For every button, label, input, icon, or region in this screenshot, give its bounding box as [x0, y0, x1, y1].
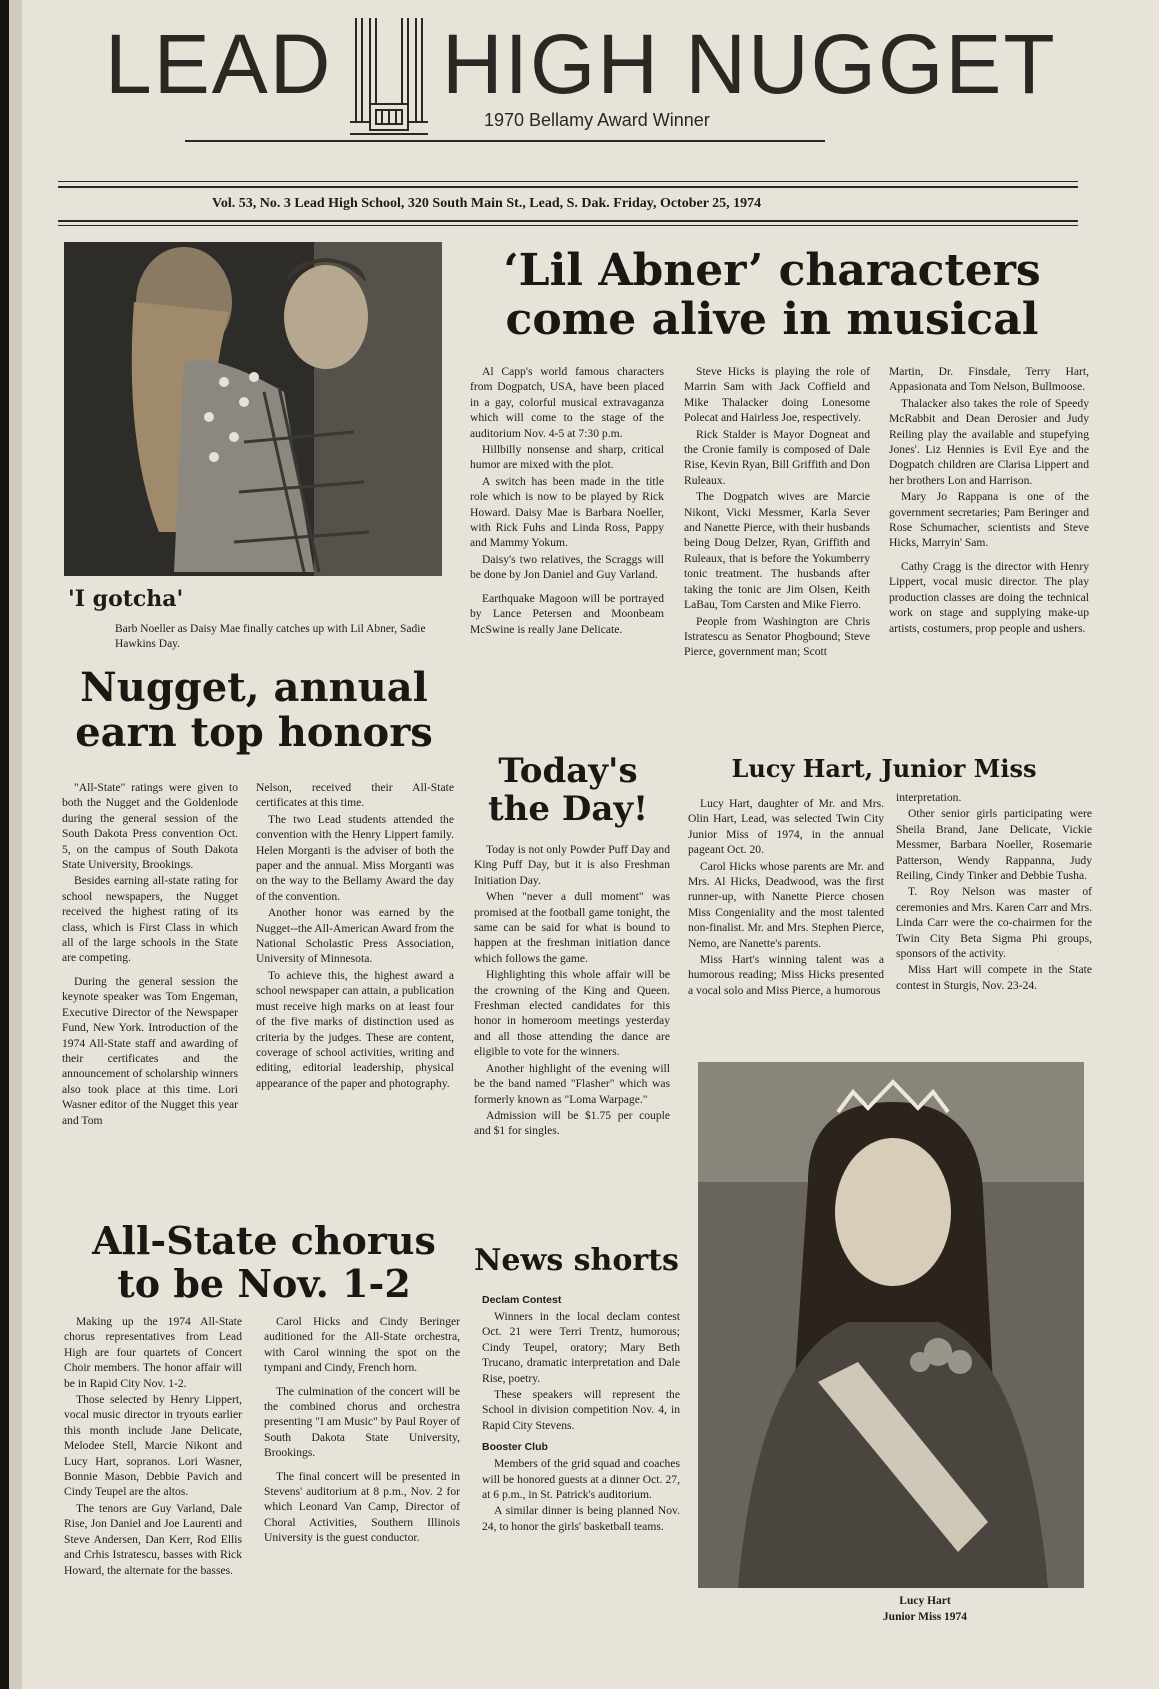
- today-headline-line-2: the Day!: [487, 789, 649, 830]
- nugget-headline: [64, 666, 444, 756]
- chorus-col-2: Carol Hicks and Cindy Beringer auditioned for the All-State orchestra, with Carol winning the spot on the tympani and Cindy, French horn. The culmination of the concert will be the combined chorus and orchestra presenting "I am Music" by Paul Royer of South Dakota State University, Brookings. The final concert will be presented in Stevens' auditorium at 8 p.m., Nov. 2 for which Leonard Van Camp, Director of Choral Activities, Southern Illinois University is the guest conductor.: [264, 1315, 460, 1545]
- rule: [58, 181, 1078, 182]
- rule: [58, 225, 1078, 226]
- lucy-caption-line-1: Lucy Hart: [899, 1595, 951, 1607]
- chorus-headline-line-1: All-State chorus: [92, 1218, 436, 1263]
- abner-headline: [462, 246, 1082, 345]
- news-col: Declam Contest Winners in the local declam contest Oct. 21 were Terri Trentz, humorous; Cindy Teupel, oratory; Mary Beth Trucano, dramatic interpretation and Dale Rise, poetry. These speakers will represent the School in division competition Nov. 4, in Rapid City Stevens. Booster Club Members of the grid squad and coaches will be honored guests at a dinner Oct. 27, at 6 p.m., in St. Patrick's auditorium. A similar dinner is being planned Nov. 24, to honor the girls' basketball teams.: [482, 1294, 680, 1533]
- today-headline-line-1: Today's: [498, 751, 638, 791]
- booster-title: Booster Club: [482, 1441, 548, 1454]
- lucy-col-2: interpretation. Other senior girls participating were Sheila Brand, Jane Delicate, Vickie Messmer, Barbara Noeller, Rosemarie Patterson, Wendy Rappanna, Judy Reiling, Cindy Tinker and Debbie Tusha. T. Roy Nelson was master of ceremonies and Mrs. Karen Carr and Mrs. Linda Carr were the co-chairmen for the Twin City Beta Sigma Phi groups, sponsors of the activity. Miss Hart will compete in the State contest in Sturgis, Nov. 23-24.: [896, 791, 1092, 992]
- photo-caption: Barb Noeller as Daisy Mae finally catches up with Lil Abner, Sadie Hawkins Day.: [115, 623, 426, 651]
- abner-col-1: Al Capp's world famous characters from Dogpatch, USA, have been placed in a gay, colorful musical extravaganza which will come to the stage of the auditorium Nov. 4-5 at 7:30 p.m. Hillbilly nonsense and sharp, critical humor are mixed with the plot. A switch has been made in the title role which is now to be played by Rick Howard. Daisy Mae is Barbara Noeller, with Rick Fuhs and Linda Ross, Pappy and Mammy Yokum. Daisy's two relatives, the Scraggs will be done by Jon Daniel and Guy Varland. Earthquake Magoon will be portrayed by Lance Petersen and Moonbeam McSwine is really Jane Delicate.: [470, 365, 664, 636]
- abner-headline-line-2: come alive in musical: [505, 294, 1039, 346]
- today-headline: [470, 752, 666, 828]
- couple-image-icon: [64, 242, 442, 576]
- lucy-photo: [698, 1062, 1084, 1588]
- photo-title: 'I gotcha': [68, 586, 184, 612]
- abner-col-3: Martin, Dr. Finsdale, Terry Hart, Appasionata and Tom Nelson, Bullmoose. Thalacker also takes the role of Speedy McRabbit and Dean Derosier and Judy Reiling play the available and stupefying Jones'. Liz Hennies is Evil Eye and the Dogpatch children are Clarisa Lippert and her brothers Lon and Harrison. Mary Jo Rappana is one of the government secretaries; Pam Beringer and Rose Schumacher, scientists and Steve Hicks, Marryin' Sam. Cathy Cragg is the director with Henry Lippert, vocal music director. The play production classes are doing the technical work on stage and supplying make-up artists, costumers, prop people and ushers.: [889, 365, 1089, 635]
- pillar-logo-icon: [350, 18, 428, 140]
- nugget-col-2: Nelson, received their All-State certificates at this time. The two Lead students attended the convention with the Henry Lippert family. Helen Morganti is the adviser of both the paper and the annual. Miss Morganti was on the way to the Bellamy Award the day of the convention. Another honor was earned by the Nugget--the All-American Award from the National Scholastic Press Association, University of Minnesota. To achieve this, the highest award a school newspaper can attain, a publication must receive high marks on at least four of the five marks of distinction used as criteria by the judges. These are content, coverage of school activities, writing and editing, editorial leadership, physical appearance of the paper and photography.: [256, 781, 454, 1090]
- nugget-col-1: "All-State" ratings were given to both the Nugget and the Goldenlode during the general session of the South Dakota Press convention Oct. 5, on the campus of South Dakota State University, Brookings. Besides earning all-state rating for school newspapers, the Nugget received the highest rating of its class, which is First Class in which all of the large schools in the State are competing. During the general session the keynote speaker was Tom Engeman, Executive Director of the Newspaper Fund, New York. Introduction of the 1974 All-State staff and awarding of their certificates and the announcement of scholarship winners also took place at this time. Lori Wasner editor of the Nugget this year and Tom: [62, 781, 238, 1127]
- chorus-headline: [64, 1220, 464, 1305]
- chorus-headline-line-2: to be Nov. 1-2: [117, 1260, 411, 1306]
- news-headline: News shorts: [474, 1243, 679, 1278]
- dateline: Vol. 53, No. 3 Lead High School, 320 South Main St., Lead, S. Dak. Friday, October 25, 1974: [212, 196, 762, 211]
- today-col: Today is not only Powder Puff Day and King Puff Day, but it is also Freshman Initiation Day. When "never a dull moment" was promised at the football game tonight, the same can be said for what is bound to happen at the freshman initiation dance which follows the game. Highlighting this whole affair will be the crowning of the King and Queen. Freshman elected candidates for this honor in homeroom meetings yesterday and all those attending the dance are eligible to vote for the winners. Another highlight of the evening will be the band named "Flasher" which was formerly known as "Loma Warpage." Admission will be $1.75 per couple and $1 for singles.: [474, 843, 670, 1138]
- portrait-image-icon: [698, 1062, 1084, 1588]
- masthead-lead: LEAD: [105, 17, 333, 111]
- dance-photo: [64, 242, 442, 576]
- masthead-rule: [185, 140, 825, 142]
- lucy-caption-line-2: Junior Miss 1974: [882, 1610, 968, 1623]
- masthead-high-nugget: HIGH NUGGET: [442, 17, 1057, 111]
- declam-title: Declam Contest: [482, 1294, 562, 1306]
- page-edge: [0, 0, 22, 1689]
- lucy-headline: Lucy Hart, Junior Miss: [731, 754, 1037, 783]
- lucy-photo-caption: [840, 1594, 1010, 1625]
- abner-headline-line-1: ‘Lil Abner’ characters: [503, 245, 1041, 296]
- chorus-col-1: Making up the 1974 All-State chorus representatives from Lead High are four quartets of Concert Choir members. The honor affair will be in Rapid City Nov. 1-2. Those selected by Henry Lippert, vocal music director in tryouts earlier this month include Jane Delicate, Melodee Stell, Marcie Nikont and Lucy Hart, sopranos. Lori Wasner, Bonnie Mason, Debbie Pavich and Cindy Teupel are the altos. The tenors are Guy Varland, Dale Rise, Jon Daniel and Joe Laurenti and Steve Andersen, Dan Kerr, Rod Ellis and Crhis Istratescu, basses with Rick Howard, the alternate for the basses.: [64, 1315, 242, 1577]
- nugget-headline-line-1: Nugget, annual: [80, 664, 428, 711]
- rule: [58, 186, 1078, 188]
- rule: [58, 220, 1078, 222]
- lucy-col-1: Lucy Hart, daughter of Mr. and Mrs. Olin Hart, Lead, was selected Twin City Junior Miss of 1974, in the annual pageant Oct. 20. Carol Hicks whose parents are Mr. and Mrs. Al Hicks, Deadwood, was the first runner-up, with Nanette Pierce chosen Miss Congeniality and the most talented non-finalist. Mr. and Mrs. Stephen Pierce, Nemo, are Nanette's parents. Miss Hart's winning talent was a humorous reading; Miss Hicks presented a vocal solo and Miss Pierce, a humorous: [688, 797, 884, 997]
- abner-col-2: Steve Hicks is playing the role of Marrin Sam with Jack Coffield and Mike Thalacker doing Lonesome Polecat and Hairless Joe, respectively. Rick Stalder is Mayor Dogneat and the Cronie family is composed of Dale Rise, Kevin Ryan, Bill Griffith and Don Ruleaux. The Dogpatch wives are Marcie Nikont, Vicki Messmer, Karla Sever and Nanette Pierce, with their husbands being Doug Delzer, Ryan, Griffith and Ruleaux, that is before the Yokumberry tonic treatment. The husbands after taking the tonic are Jim Olsen, Keith LaBau, Tom Carsten and Mike Fierro. People from Washington are Chris Istratescu as Senator Phogbound; Steve Pierce, government man; Scott: [684, 365, 870, 659]
- masthead-subtitle: 1970 Bellamy Award Winner: [484, 110, 710, 130]
- nugget-headline-line-2: earn top honors: [75, 708, 433, 756]
